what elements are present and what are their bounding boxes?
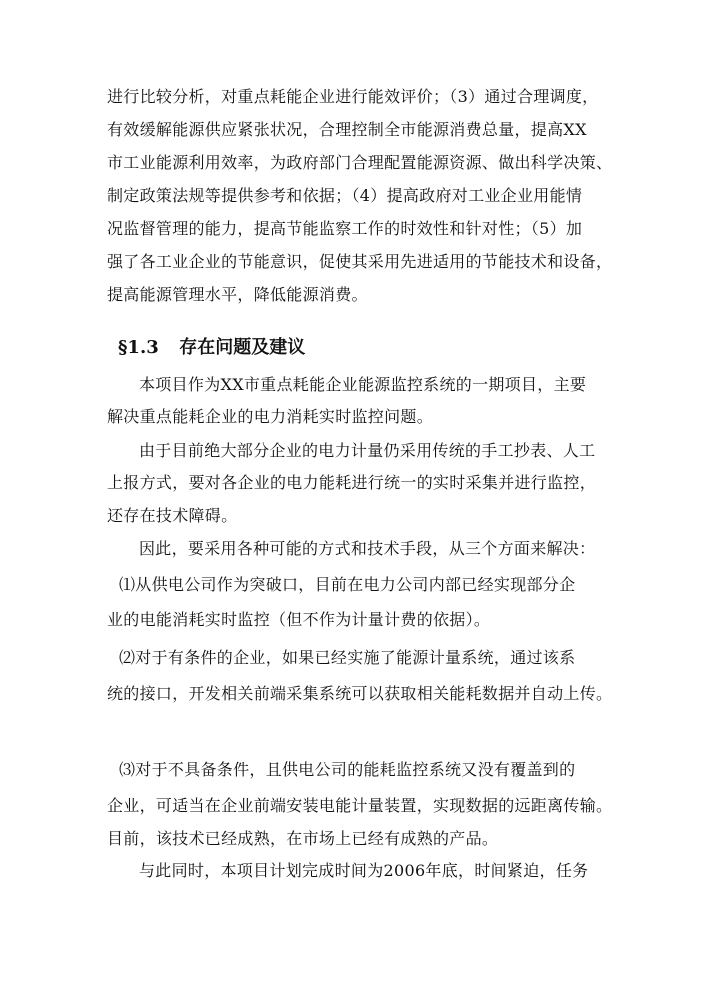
section-title: 存在问题及建议 bbox=[179, 337, 306, 358]
text-line: 市工业能源利用效率，为政府部门合理配置能源资源、做出科学决策、 bbox=[107, 153, 613, 172]
text-line: 本项目作为XX市重点耗能企业能源监控系统的一期项目，主要 bbox=[139, 375, 587, 394]
list-item: ⑶对于不具备条件，且供电公司的能耗监控系统又没有覆盖到的 bbox=[119, 760, 576, 779]
text-line: 进行比较分析，对重点耗能企业进行能效评价；（3）通过合理调度， bbox=[107, 87, 599, 106]
text-line: 有效缓解能源供应紧张状况，合理控制全市能源消费总量，提高XX bbox=[107, 120, 587, 139]
text-line: 制定政策法规等提供参考和依据；（4）提高政府对工业企业用能情 bbox=[107, 186, 583, 205]
text-line: 与此同时，本项目计划完成时间为2006年底，时间紧迫，任务 bbox=[139, 861, 589, 880]
list-item: ⑴从供电公司作为突破口，目前在电力公司内部已经实现部分企 bbox=[119, 575, 576, 594]
text-line: 由于目前绝大部分企业的电力计量仍采用传统的手工抄表、人工 bbox=[139, 441, 596, 460]
text-line: 还存在技术障碍。 bbox=[107, 506, 238, 525]
text-line: 统的接口，开发相关前端采集系统可以获取相关能耗数据并自动上传。 bbox=[107, 684, 613, 703]
text-line: 强了各工业企业的节能意识，促使其采用先进适用的节能技术和设备， bbox=[107, 252, 613, 271]
text-line: 上报方式，要对各企业的电力能耗进行统一的实时采集并进行监控， bbox=[107, 473, 597, 492]
section-heading bbox=[118, 336, 305, 360]
text-line: 业的电能消耗实时监控（但不作为计量计费的依据）。 bbox=[107, 610, 491, 629]
text-line: 企业，可适当在企业前端安装电能计量装置，实现数据的远距离传输。 bbox=[107, 796, 613, 815]
section-number: §1.3 bbox=[118, 337, 159, 358]
text-line: 目前，该技术已经成熟，在市场上已经有成熟的产品。 bbox=[107, 829, 499, 848]
text-line: 因此，要采用各种可能的方式和技术手段，从三个方面来解决： bbox=[139, 539, 596, 558]
list-item: ⑵对于有条件的企业，如果已经实施了能源计量系统，通过该系 bbox=[119, 648, 576, 667]
text-line: 解决重点能耗企业的电力消耗实时监控问题。 bbox=[107, 407, 434, 426]
text-line: 况监督管理的能力，提高节能监察工作的时效性和针对性；（5）加 bbox=[107, 219, 583, 238]
text-line: 提高能源管理水平，降低能源消费。 bbox=[107, 285, 368, 304]
